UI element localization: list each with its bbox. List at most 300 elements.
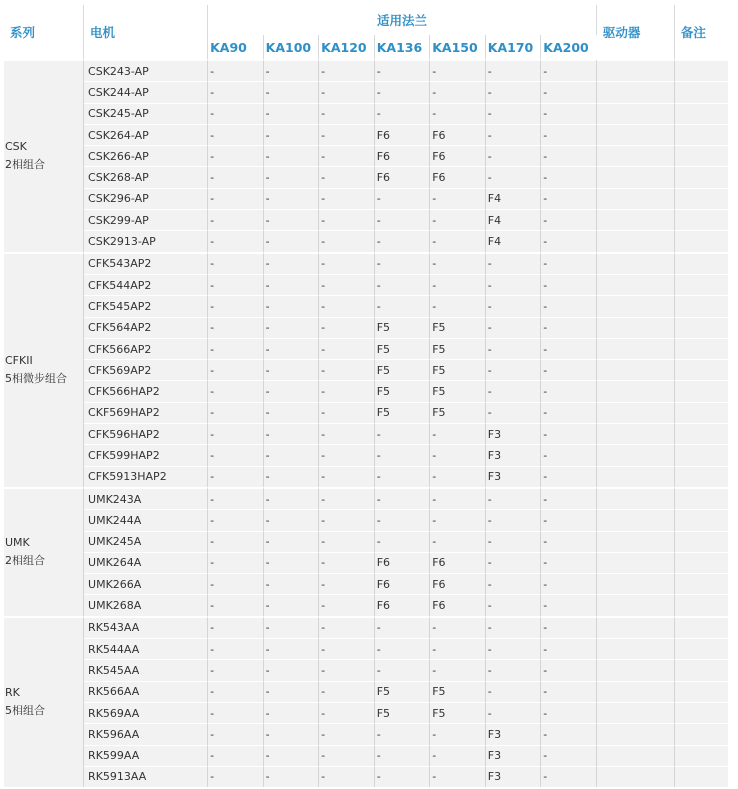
table-row [4,466,728,487]
remark-cell [675,573,728,594]
driver-cell [597,766,675,787]
flange-cell: - [486,124,542,145]
driver-cell [597,338,675,359]
flange-cell: - [264,252,320,274]
flange-cell: - [319,145,375,166]
series-cell [4,59,84,252]
flange-cell: - [486,402,542,423]
flange-cell: - [541,723,597,744]
flange-cell: - [264,338,320,359]
flange-cell: - [208,444,264,465]
flange-cell: F4 [486,188,542,209]
driver-cell [597,594,675,615]
series-subtitle: 2相组合 [5,158,45,172]
flange-cell: - [486,59,542,81]
remark-cell [675,552,728,573]
motor-model-cell: CSK244-AP [84,81,208,102]
flange-cell: - [375,466,431,487]
table-row [4,509,728,530]
flange-cell: - [430,59,486,81]
flange-cell: F6 [375,573,431,594]
flange-cell: F3 [486,745,542,766]
flange-cell: - [319,466,375,487]
flange-cell: - [208,638,264,659]
series-cell [4,616,84,787]
flange-cell: - [541,124,597,145]
flange-cell: - [541,616,597,638]
flange-group-header: 适用法兰 [208,5,597,35]
flange-cell: - [486,616,542,638]
driver-cell [597,531,675,552]
flange-cell: F5 [375,359,431,380]
flange-cell: F6 [375,166,431,187]
flange-cell: - [486,81,542,102]
flange-cell: - [541,573,597,594]
motor-model-cell: RK544AA [84,638,208,659]
flange-header-ka170: KA170 [486,35,542,59]
flange-cell: - [208,402,264,423]
flange-cell: F5 [430,359,486,380]
table-row [4,659,728,680]
flange-cell: - [319,359,375,380]
flange-cell: F5 [375,380,431,401]
flange-cell: - [430,509,486,530]
motor-model-cell: CSK243-AP [84,59,208,81]
flange-cell: F5 [430,702,486,723]
driver-cell [597,552,675,573]
flange-cell: - [208,166,264,187]
flange-cell: - [430,616,486,638]
flange-cell: - [541,317,597,338]
flange-header-ka200: KA200 [541,35,597,59]
flange-cell: - [375,423,431,444]
flange-cell: F3 [486,444,542,465]
flange-cell: F4 [486,209,542,230]
flange-cell: - [264,145,320,166]
flange-cell: - [486,531,542,552]
flange-cell: - [319,509,375,530]
table-row [4,702,728,723]
motor-model-cell: RK596AA [84,723,208,744]
motor-model-cell: RK5913AA [84,766,208,787]
flange-cell: - [264,702,320,723]
remark-cell [675,103,728,124]
flange-cell: - [208,466,264,487]
flange-cell: - [430,103,486,124]
flange-cell: - [375,252,431,274]
flange-cell: - [486,252,542,274]
driver-cell [597,466,675,487]
flange-header-ka136: KA136 [375,35,431,59]
flange-cell: F3 [486,466,542,487]
flange-cell: - [541,444,597,465]
driver-cell [597,723,675,744]
flange-cell: - [541,594,597,615]
flange-cell: - [319,594,375,615]
motor-model-cell: CFK545AP2 [84,295,208,316]
flange-cell: - [264,594,320,615]
flange-cell: F5 [430,681,486,702]
motor-model-cell: RK543AA [84,616,208,638]
flange-cell: - [375,103,431,124]
remark-cell [675,359,728,380]
flange-cell: - [264,188,320,209]
driver-cell [597,317,675,338]
flange-cell: - [430,444,486,465]
flange-cell: - [541,338,597,359]
table-row [4,444,728,465]
table-row [4,209,728,230]
table-row [4,295,728,316]
table-row [4,594,728,615]
flange-cell: - [375,444,431,465]
flange-cell: - [375,745,431,766]
motor-flange-table [4,5,728,787]
flange-cell: - [319,230,375,251]
flange-cell: - [264,317,320,338]
flange-cell: F6 [430,145,486,166]
remark-cell [675,466,728,487]
remark-cell [675,124,728,145]
table-row [4,274,728,295]
flange-cell: - [319,166,375,187]
flange-cell: - [430,531,486,552]
driver-cell [597,359,675,380]
table-row [4,681,728,702]
flange-cell: - [208,81,264,102]
flange-cell: - [486,317,542,338]
flange-cell: F6 [430,124,486,145]
flange-cell: F6 [375,145,431,166]
flange-cell: - [319,723,375,744]
flange-cell: - [541,466,597,487]
series-name: UMK [5,536,30,550]
flange-cell: - [375,487,431,509]
flange-cell: - [208,531,264,552]
flange-cell: - [541,509,597,530]
driver-cell [597,81,675,102]
driver-cell [597,230,675,251]
flange-cell: - [486,681,542,702]
flange-header-ka100: KA100 [264,35,320,59]
flange-cell: F6 [430,594,486,615]
series-subtitle: 2相组合 [5,554,45,568]
flange-cell: - [264,380,320,401]
driver-cell [597,659,675,680]
flange-cell: - [208,380,264,401]
table-row [4,188,728,209]
remark-header: 备注 [675,5,728,59]
remark-cell [675,702,728,723]
flange-cell: F6 [375,552,431,573]
table-row [4,166,728,187]
motor-model-cell: CSK299-AP [84,209,208,230]
flange-cell: - [319,423,375,444]
flange-cell: F5 [375,317,431,338]
flange-cell: - [430,274,486,295]
flange-cell: - [430,209,486,230]
remark-cell [675,338,728,359]
driver-cell [597,509,675,530]
flange-cell: - [319,317,375,338]
flange-cell: - [264,573,320,594]
flange-cell: - [208,509,264,530]
motor-model-cell: UMK243A [84,487,208,509]
flange-cell: - [319,531,375,552]
flange-cell: - [486,594,542,615]
flange-cell: - [319,59,375,81]
flange-cell: - [430,295,486,316]
flange-cell: - [319,444,375,465]
flange-cell: - [541,81,597,102]
flange-cell: - [264,745,320,766]
driver-cell [597,380,675,401]
flange-cell: - [541,745,597,766]
driver-cell [597,487,675,509]
table-row [4,81,728,102]
driver-cell [597,103,675,124]
flange-cell: - [208,359,264,380]
flange-cell: - [264,230,320,251]
driver-cell [597,295,675,316]
flange-cell: - [264,638,320,659]
flange-cell: - [375,59,431,81]
table-row [4,723,728,744]
table-row [4,552,728,573]
flange-cell: - [208,188,264,209]
flange-cell: - [319,188,375,209]
flange-cell: - [208,766,264,787]
flange-cell: F6 [430,552,486,573]
flange-cell: - [430,81,486,102]
flange-cell: - [208,274,264,295]
flange-cell: - [486,166,542,187]
flange-cell: - [541,103,597,124]
flange-cell: - [319,103,375,124]
remark-cell [675,380,728,401]
table-header [4,5,728,59]
flange-cell: - [208,230,264,251]
flange-cell: - [486,702,542,723]
flange-cell: - [319,681,375,702]
flange-cell: F4 [486,230,542,251]
flange-cell: - [375,616,431,638]
flange-cell: - [486,573,542,594]
flange-cell: - [264,444,320,465]
flange-cell: - [264,124,320,145]
table-row [4,402,728,423]
table-row [4,573,728,594]
motor-model-cell: CSK296-AP [84,188,208,209]
motor-header: 电机 [84,5,208,59]
motor-model-cell: CFK569AP2 [84,359,208,380]
flange-cell: - [208,338,264,359]
flange-cell: - [541,423,597,444]
flange-cell: - [319,745,375,766]
flange-cell: - [486,103,542,124]
flange-cell: - [541,638,597,659]
flange-cell: - [541,274,597,295]
driver-cell [597,616,675,638]
flange-cell: F5 [430,380,486,401]
remark-cell [675,145,728,166]
flange-cell: - [541,59,597,81]
remark-cell [675,166,728,187]
flange-cell: - [486,659,542,680]
flange-cell: - [541,166,597,187]
flange-cell: - [264,81,320,102]
flange-cell: - [541,766,597,787]
driver-cell [597,423,675,444]
series-name: RK [5,686,20,700]
flange-cell: - [319,616,375,638]
flange-cell: - [319,274,375,295]
remark-cell [675,531,728,552]
flange-cell: - [208,552,264,573]
flange-cell: - [264,103,320,124]
flange-cell: - [375,295,431,316]
flange-cell: - [319,380,375,401]
flange-cell: - [208,594,264,615]
flange-cell: - [430,466,486,487]
table-row [4,103,728,124]
flange-cell: - [541,681,597,702]
table-row [4,59,728,81]
motor-model-cell: CFK543AP2 [84,252,208,274]
flange-cell: - [208,723,264,744]
remark-cell [675,681,728,702]
flange-cell: - [486,274,542,295]
flange-cell: - [208,616,264,638]
flange-cell: - [208,573,264,594]
flange-cell: - [375,531,431,552]
flange-cell: - [264,766,320,787]
flange-cell: F5 [375,681,431,702]
flange-cell: - [430,638,486,659]
remark-cell [675,402,728,423]
flange-cell: - [375,188,431,209]
flange-cell: F6 [375,594,431,615]
flange-cell: F3 [486,766,542,787]
motor-model-cell: CFK599HAP2 [84,444,208,465]
flange-cell: - [375,723,431,744]
series-cell [4,487,84,616]
flange-cell: - [264,509,320,530]
remark-cell [675,444,728,465]
flange-cell: - [319,487,375,509]
flange-cell: - [430,659,486,680]
flange-cell: - [430,723,486,744]
remark-cell [675,274,728,295]
remark-cell [675,230,728,251]
flange-cell: - [319,338,375,359]
motor-model-cell: UMK245A [84,531,208,552]
driver-cell [597,166,675,187]
flange-cell: F3 [486,423,542,444]
remark-cell [675,638,728,659]
flange-cell: - [208,252,264,274]
flange-cell: - [541,252,597,274]
flange-cell: F6 [375,124,431,145]
flange-cell: - [541,380,597,401]
flange-cell: - [319,638,375,659]
flange-cell: - [208,681,264,702]
series-header: 系列 [4,5,84,59]
driver-cell [597,188,675,209]
flange-cell: - [208,423,264,444]
driver-cell [597,402,675,423]
motor-model-cell: CFK544AP2 [84,274,208,295]
flange-cell: - [264,274,320,295]
driver-cell [597,124,675,145]
motor-model-cell: CKF569HAP2 [84,402,208,423]
remark-cell [675,509,728,530]
flange-header-ka150: KA150 [430,35,486,59]
flange-cell: - [375,509,431,530]
table-row [4,317,728,338]
motor-model-cell: UMK266A [84,573,208,594]
remark-cell [675,81,728,102]
flange-cell: - [541,702,597,723]
flange-cell: F5 [375,702,431,723]
table-body [4,59,728,787]
flange-cell: - [264,166,320,187]
table-row [4,616,728,638]
flange-cell: F6 [430,166,486,187]
remark-cell [675,659,728,680]
driver-cell [597,145,675,166]
flange-cell: - [486,487,542,509]
flange-cell: - [541,188,597,209]
table-row [4,145,728,166]
table-row [4,359,728,380]
flange-cell: - [430,423,486,444]
motor-model-cell: CFK596HAP2 [84,423,208,444]
flange-cell: - [541,230,597,251]
motor-model-cell: CSK268-AP [84,166,208,187]
series-name: CSK [5,140,27,154]
flange-cell: - [208,295,264,316]
flange-cell: - [541,295,597,316]
flange-cell: - [541,145,597,166]
flange-cell: - [375,274,431,295]
table-row [4,423,728,444]
remark-cell [675,723,728,744]
flange-cell: - [486,552,542,573]
table-row [4,252,728,274]
flange-cell: F5 [430,317,486,338]
flange-cell: - [319,659,375,680]
driver-cell [597,274,675,295]
flange-cell: - [208,487,264,509]
flange-cell: - [264,616,320,638]
flange-header-ka90: KA90 [208,35,264,59]
table-row [4,638,728,659]
flange-cell: - [541,487,597,509]
series-name: CFKII [5,354,33,368]
flange-cell: - [430,252,486,274]
table-row [4,531,728,552]
table-row [4,745,728,766]
driver-cell [597,209,675,230]
motor-model-cell: CSK245-AP [84,103,208,124]
flange-cell: - [486,509,542,530]
remark-cell [675,766,728,787]
motor-model-cell: UMK264A [84,552,208,573]
driver-cell [597,252,675,274]
table-row [4,487,728,509]
motor-model-cell: UMK244A [84,509,208,530]
